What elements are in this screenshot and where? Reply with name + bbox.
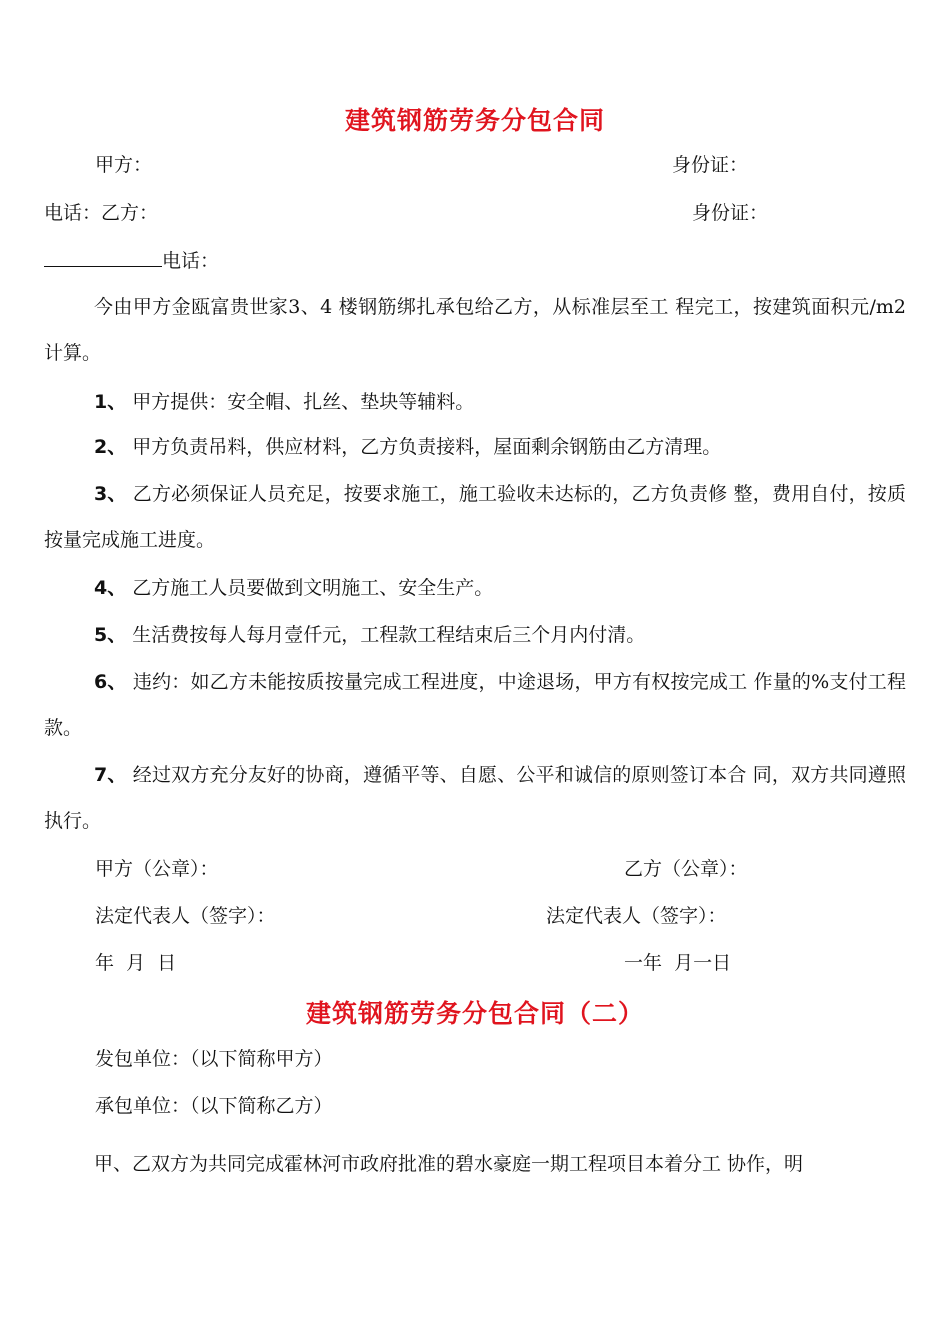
clause-4	[44, 565, 906, 611]
contract-2-title: 建筑钢筋劳务分包合同（二）	[305, 999, 644, 1028]
clause-number: 4、	[94, 577, 127, 599]
phone-party-b-label: 电话：乙方：	[44, 202, 159, 224]
clause-text: 甲方提供：安全帽、扎丝、垫块等辅料。	[132, 391, 475, 413]
legal-rep-b: 法定代表人（签字）：	[546, 905, 727, 927]
clause-number: 1、	[94, 391, 127, 413]
clause-3	[44, 471, 906, 563]
party-a-seal: 甲方（公章）：	[95, 858, 219, 880]
clause-number: 6、	[94, 671, 127, 693]
contract-title: 建筑钢筋劳务分包合同	[344, 106, 605, 135]
phone-blank-line	[44, 252, 219, 271]
id-card-label-2: 身份证：	[692, 202, 769, 224]
clause-number: 7、	[94, 764, 127, 786]
clause-number: 3、	[94, 483, 127, 505]
contractor-line: 承包单位：（以下简称乙方）	[95, 1095, 333, 1117]
intro-paragraph: 今由甲方金瓯富贵世家3、4 楼钢筋绑扎承包给乙方，从标准层至工 程完工，按建筑面积元/m2计算。	[44, 296, 906, 364]
clause-text: 违约：如乙方未能按质按量完成工程进度，中途退场，甲方有权按完成工 作量的%支付工程款。	[44, 671, 906, 739]
id-card-label: 身份证：	[672, 154, 749, 176]
clause-number: 2、	[94, 436, 127, 458]
clause-1	[44, 379, 906, 425]
clause-text: 甲方负责吊料，供应材料，乙方负责接料，屋面剩余钢筋由乙方清理。	[132, 436, 722, 458]
party-a-label: 甲方：	[95, 154, 153, 176]
party-b-seal: 乙方（公章）：	[624, 858, 748, 880]
clause-2	[44, 424, 906, 470]
clause-text: 乙方施工人员要做到文明施工、安全生产。	[132, 577, 494, 599]
clause-text: 经过双方充分友好的协商，遵循平等、自愿、公平和诚信的原则签订本合 同，双方共同遵照执行。	[44, 764, 906, 832]
legal-rep-a: 法定代表人（签字）：	[95, 905, 276, 927]
clause-6	[44, 659, 906, 751]
clause-text: 乙方必须保证人员充足，按要求施工，施工验收未达标的，乙方负责修 整，费用自付，按质按量完成施工进度。	[44, 483, 906, 551]
contract-2-intro: 甲、乙双方为共同完成霍林河市政府批准的碧水豪庭一期工程项目本着分工 协作，明	[94, 1153, 804, 1175]
clause-5	[44, 612, 906, 658]
date-b: 一年 月一日	[624, 952, 732, 974]
employer-line: 发包单位：（以下简称甲方）	[95, 1048, 333, 1070]
clause-7	[44, 752, 906, 844]
phone-label: 电话：	[162, 250, 220, 272]
date-a: 年 月 日	[95, 952, 177, 974]
blank-underline	[44, 252, 162, 267]
clause-number: 5、	[94, 624, 127, 646]
clause-text: 生活费按每人每月壹仟元，工程款工程结束后三个月内付清。	[132, 624, 646, 646]
